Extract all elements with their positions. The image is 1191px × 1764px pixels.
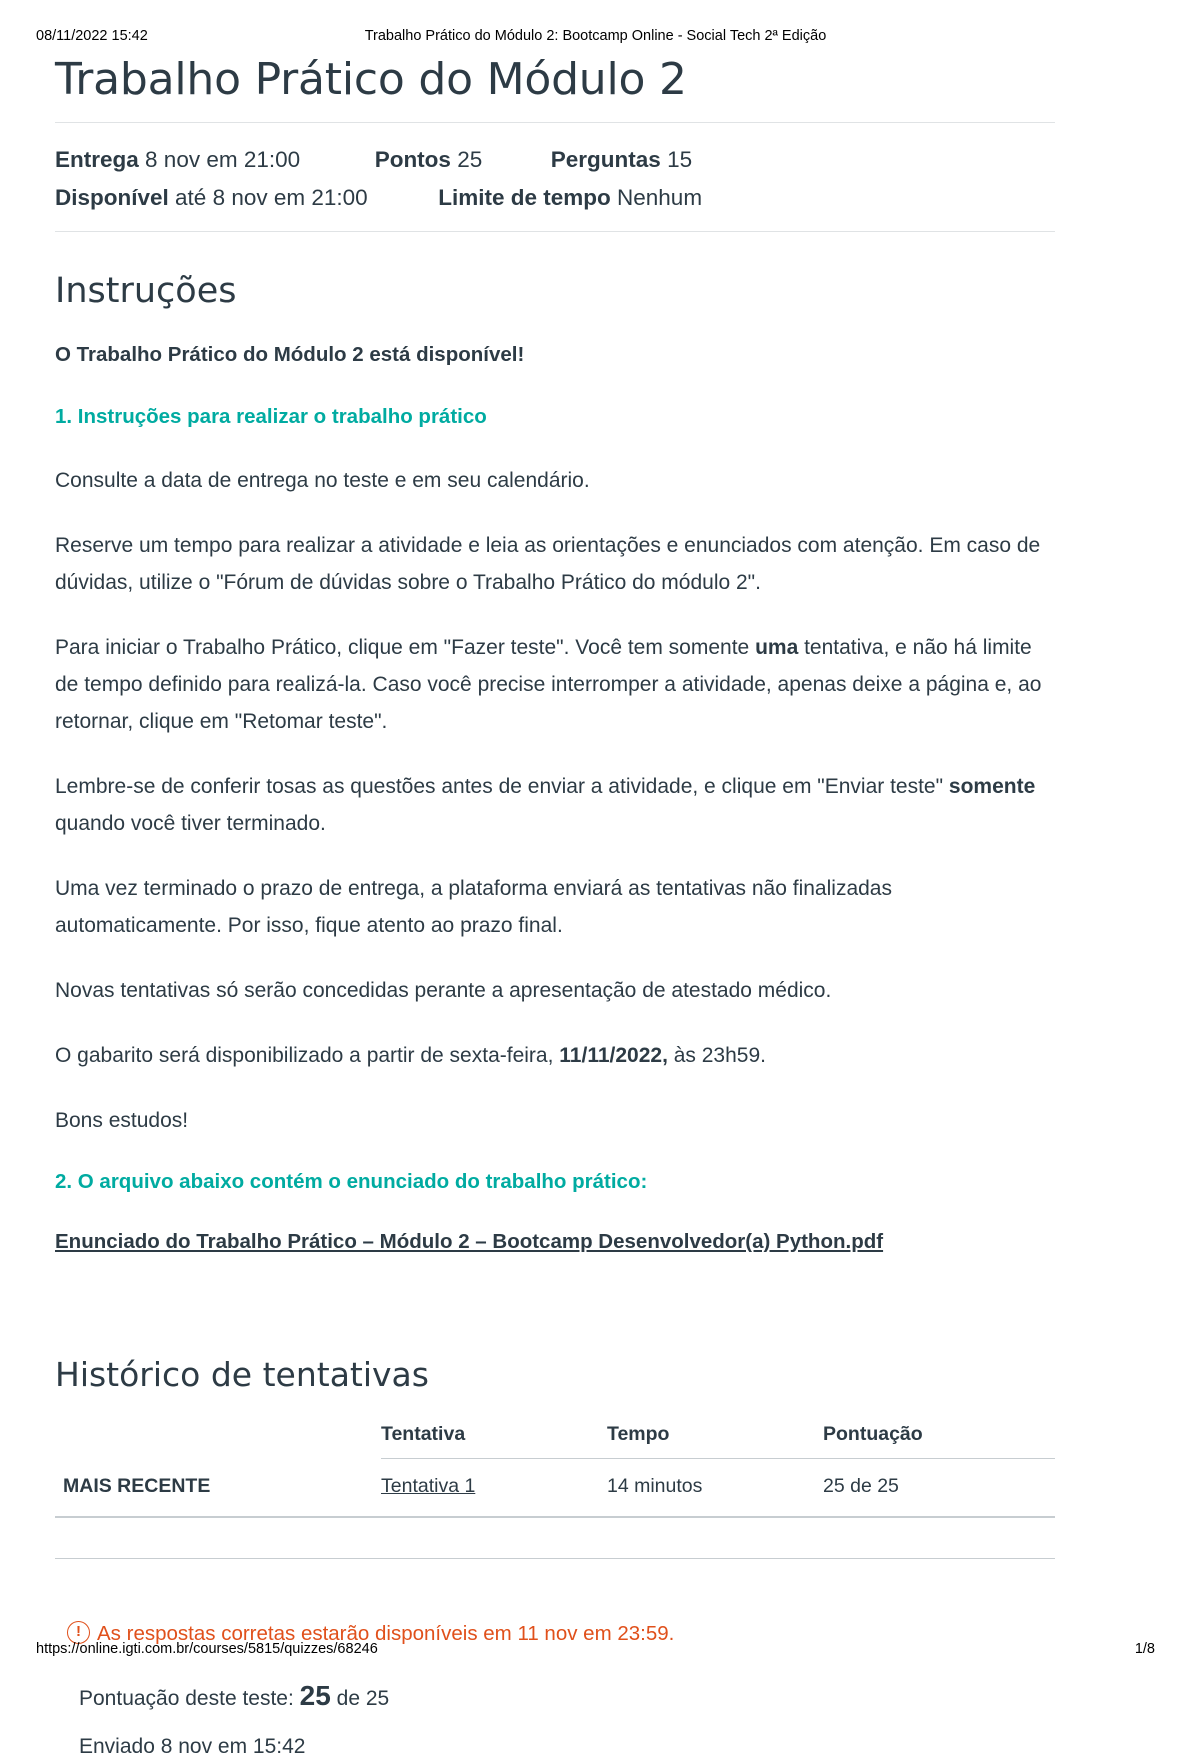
print-page-number: 1/8 [1134, 1641, 1155, 1657]
column-kept [55, 1419, 381, 1459]
page-title: Trabalho Prático do Módulo 2 [55, 54, 687, 105]
meta-divider [55, 231, 1055, 232]
instructions-heading: Instruções [55, 271, 237, 311]
table-header-row [55, 1419, 1055, 1459]
instructions-lead: O Trabalho Prático do Módulo 2 está disponível! [55, 343, 525, 366]
column-time: Tempo [607, 1419, 823, 1459]
spacer-cell [607, 1517, 823, 1559]
row-time: 14 minutos [607, 1459, 823, 1518]
quiz-score-line [79, 1679, 1055, 1716]
print-timestamp: 08/11/2022 15:42 [36, 28, 148, 44]
questions-value: 15 [667, 147, 693, 172]
instructions-paragraph-8: Bons estudos! [55, 1109, 189, 1132]
attempt-history-body [55, 1459, 1055, 1559]
instructions-section1-heading: 1. Instruções para realizar o trabalho prático [55, 405, 487, 428]
print-document-title: Trabalho Prático do Módulo 2: Bootcamp Online - Social Tech 2ª Edição [364, 28, 827, 44]
due-value: 8 nov em 21:00 [145, 147, 301, 172]
time-limit-label: Limite de tempo [438, 185, 611, 210]
score-value: 25 [299, 1680, 331, 1711]
quiz-meta-row-2 [55, 179, 1055, 217]
p3-part2: tentativa, e não há limite de tempo definido para realizá-la. Caso você precise interromper a atividade, apenas deixe a página e, ao retornar, clique em "Retomar teste". [55, 636, 1042, 733]
questions-label: Perguntas [550, 147, 661, 172]
instructions-paragraph-3 [55, 629, 1055, 740]
row-attempt-cell [381, 1459, 607, 1518]
p4-emphasis: somente [948, 775, 1036, 798]
points-label: Pontos [374, 147, 451, 172]
p3-part1: Para iniciar o Trabalho Prático, clique em "Fazer teste". Você tem somente [55, 636, 756, 659]
instructions-paragraph-2: Reserve um tempo para realizar a atividade e leia as orientações e enunciados com atenção. Em caso de dúvidas, utilize o "Fórum de dúvidas sobre o Trabalho Prático do módulo 2". [55, 534, 1041, 594]
print-header [0, 27, 1191, 45]
p4-part1: Lembre-se de conferir tosas as questões antes de enviar a atividade, e clique em "Enviar teste" [55, 775, 949, 798]
table-row [55, 1459, 1055, 1518]
print-footer [0, 1640, 1191, 1658]
correct-answers-notice-text: As respostas corretas estarão disponíveis em 11 nov em 23:59. [97, 1622, 675, 1645]
time-limit-value: Nenhum [617, 185, 703, 210]
spacer-cell [823, 1517, 1055, 1559]
instructions-section2-heading: 2. O arquivo abaixo contém o enunciado do trabalho prático: [55, 1170, 648, 1193]
spacer-cell [55, 1517, 381, 1559]
attempt-history-head [55, 1419, 1055, 1459]
instructions-paragraph-5: Uma vez terminado o prazo de entrega, a plataforma enviará as tentativas não finalizadas automaticamente. Por isso, fique atento ao prazo final. [55, 877, 892, 937]
instructions-paragraph-6: Novas tentativas só serão concedidas perante a apresentação de atestado médico. [55, 979, 832, 1002]
p3-emphasis: uma [755, 636, 799, 659]
submitted-line: Enviado 8 nov em 15:42 [79, 1735, 306, 1758]
attempt-history-heading: Histórico de tentativas [55, 1355, 429, 1394]
quiz-meta [55, 123, 1055, 231]
p7-date: 11/11/2022, [559, 1044, 668, 1067]
p7-part2: às 23h59. [667, 1044, 766, 1067]
instructions-paragraph-7 [55, 1037, 1055, 1074]
points-value: 25 [457, 147, 483, 172]
score-suffix: de 25 [330, 1687, 390, 1710]
instructions-paragraph-1: Consulte a data de entrega no teste e em seu calendário. [55, 469, 590, 492]
print-url: https://online.igti.com.br/courses/5815/quizzes/68246 [36, 1641, 378, 1657]
row-kept-badge: MAIS RECENTE [55, 1459, 381, 1518]
spacer-cell [381, 1517, 607, 1559]
instructions-paragraph-4 [55, 768, 1055, 842]
attempt-history-table [55, 1419, 1055, 1559]
column-attempt: Tentativa [381, 1419, 607, 1459]
warning-icon: ! [67, 1621, 90, 1644]
attempt-1-link[interactable]: Tentativa 1 [381, 1475, 476, 1497]
score-label: Pontuação deste teste: [79, 1687, 300, 1710]
page-content [55, 52, 1055, 1764]
due-label: Entrega [55, 147, 139, 172]
p7-part1: O gabarito será disponibilizado a partir de sexta-feira, [55, 1044, 560, 1067]
table-footer-spacer-row [55, 1517, 1055, 1559]
quiz-meta-row-1 [55, 141, 1055, 179]
p4-part2: quando você tiver terminado. [55, 812, 326, 835]
row-score: 25 de 25 [823, 1459, 1055, 1518]
available-value: até 8 nov em 21:00 [175, 185, 368, 210]
assignment-pdf-link[interactable]: Enunciado do Trabalho Prático – Módulo 2 – Bootcamp Desenvolvedor(a) Python.pdf [55, 1230, 884, 1253]
available-label: Disponível [55, 185, 169, 210]
column-score: Pontuação [823, 1419, 1055, 1459]
